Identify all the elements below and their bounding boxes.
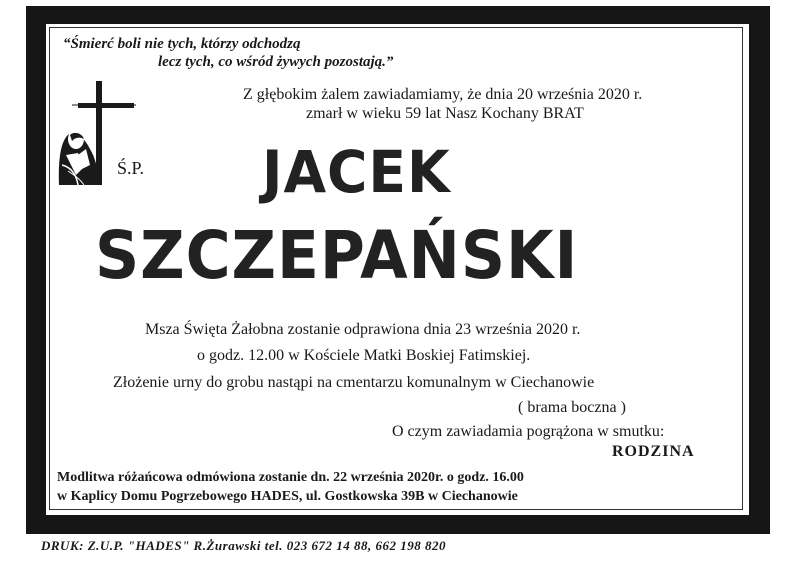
ceremony-line-3: Złożenie urny do grobu nastąpi na cmentarzu komunalnym w Ciechanowie (113, 374, 595, 391)
printer-footer: DRUK: Z.U.P. "HADES" R.Żurawski tel. 023 672 14 88, 662 198 820 (41, 538, 447, 553)
quote-line-1: “Śmierć boli nie tych, którzy odchodzą (63, 36, 301, 52)
quote-line-2: lecz tych, co wśród żywych pozostają.” (158, 54, 394, 70)
rosary-line-2: w Kaplicy Domu Pogrzebowego HADES, ul. Gostkowska 39B w Ciechanowie (57, 489, 518, 504)
intro-line-1: Z głębokim żalem zawiadamiamy, że dnia 20 września 2020 r. (243, 86, 643, 103)
intro-line-2: zmarł w wieku 59 lat Nasz Kochany BRAT (306, 105, 584, 122)
ceremony-line-1: Msza Święta Żałobna zostanie odprawiona dnia 23 września 2020 r. (145, 321, 581, 338)
signature-family: RODZINA (612, 443, 695, 460)
ceremony-line-4: ( brama boczna ) (518, 399, 626, 416)
deceased-first-name: JACEK (262, 138, 451, 206)
ceremony-line-5: O czym zawiadamia pogrążona w smutku: (392, 423, 665, 440)
deceased-last-name: SZCZEPAŃSKI (95, 217, 579, 294)
ceremony-line-2: o godz. 12.00 w Kościele Matki Boskiej Fatimskiej. (197, 347, 531, 364)
rosary-line-1: Modlitwa różańcowa odmówiona zostanie dn. 22 września 2020r. o godz. 16.00 (57, 470, 524, 485)
sp-abbreviation: Ś.P. (117, 158, 145, 178)
